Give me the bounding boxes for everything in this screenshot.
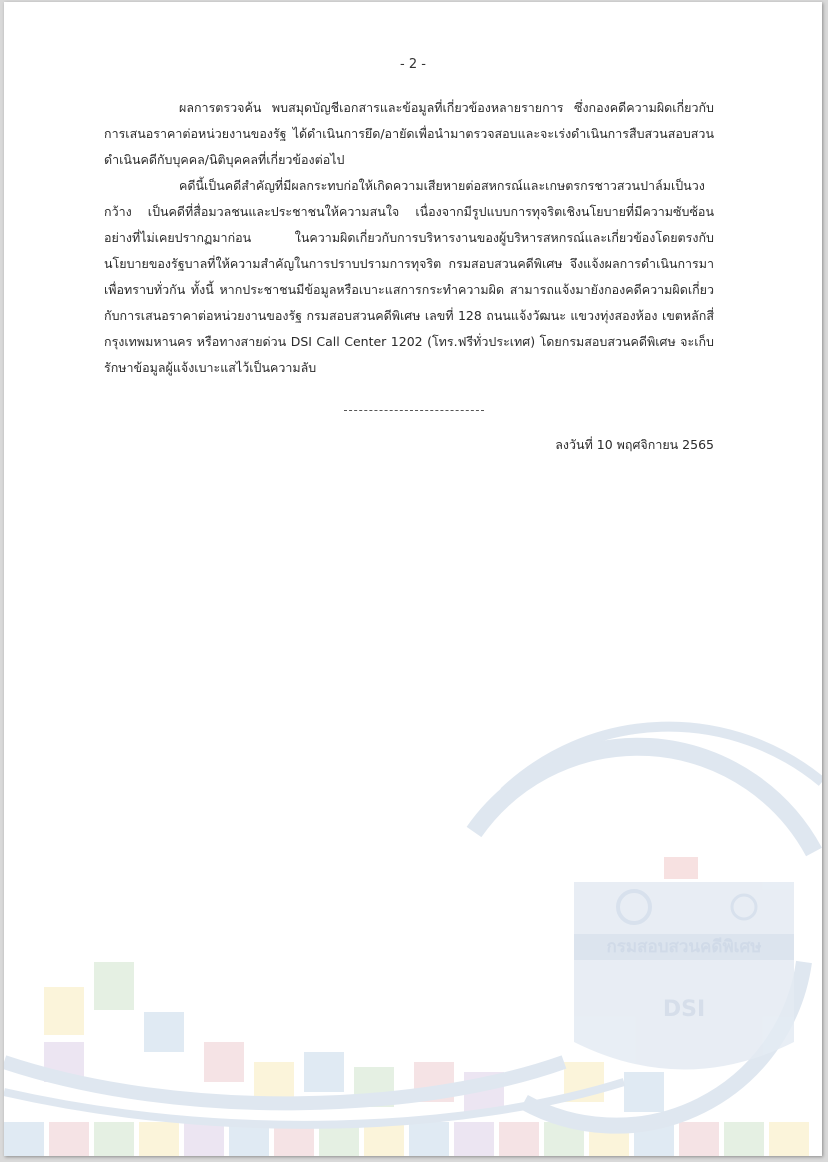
dsi-emblem [574, 857, 794, 1070]
document-page [4, 2, 822, 1156]
paragraph-case-significance: คดีนี้เป็นคดีสำคัญที่มีผลกระทบก่อให้เกิดความเสียหายต่อสหกรณ์และเกษตรกรชาวสวนปาล์มเป็นวงกว้าง เป็นคดีที่สื่อมวลชนและประชาชนให้ความสนใจ เนื่องจากมีรูปแบบการทุจริตเชิงนโยบายที่มีความซับซ้อนอย่างที่ไม่เคยปรากฏมาก่อน ในความผิดเกี่ยวกับการบริหารงานของผู้บริหารสหกรณ์และเกี่ยวข้องโดยตรงกับนโยบายของรัฐบาลที่ให้ความสำคัญในการปราบปรามการทุจริต กรมสอบสวนคดีพิเศษ จึงแจ้งผลการดำเนินการมาเพื่อทราบทั่วกัน ทั้งนี้ หากประชาชนมีข้อมูลหรือเบาะแสการกระทำความผิด สามารถแจ้งมายังกองคดีความผิดเกี่ยวกับการเสนอราคาต่อหน่วยงานของรัฐ กรมสอบสวนคดีพิเศษ เลขที่ 128 ถนนแจ้งวัฒนะ แขวงทุ่งสองห้อง เขตหลักสี่ กรุงเทพมหานคร หรือทางสายด่วน DSI Call Center 1202 (โทร.ฟรีทั่วประเทศ) โดยกรมสอบสวนคดีพิเศษ จะเก็บรักษาข้อมูลผู้แจ้งเบาะแสไว้เป็นความลับ [104, 178, 714, 375]
paragraph-investigation-result: ผลการตรวจค้น พบสมุดบัญชีเอกสารและข้อมูลที่เกี่ยวข้องหลายรายการ ซึ่งกองคดีความผิดเกี่ยวกับการเสนอราคาต่อหน่วยงานของรัฐ ได้ดำเนินการยึด/อายัดเพื่อนำมาตรวจสอบและจะเร่งดำเนินการสืบสวนสอบสวนดำเนินคดีกับบุคคล/นิติบุคคลที่เกี่ยวข้องต่อไป [104, 100, 714, 167]
emblem-thai-title: กรมสอบสวนคดีพิเศษ [606, 937, 762, 957]
page-number: - 2 - [400, 57, 426, 72]
document-body [104, 95, 714, 381]
separator-line [344, 410, 484, 411]
emblem-dsi-text: DSI [662, 997, 706, 1022]
document-date: ลงวันที่ 10 พฤศจิกายน 2565 [555, 437, 714, 452]
